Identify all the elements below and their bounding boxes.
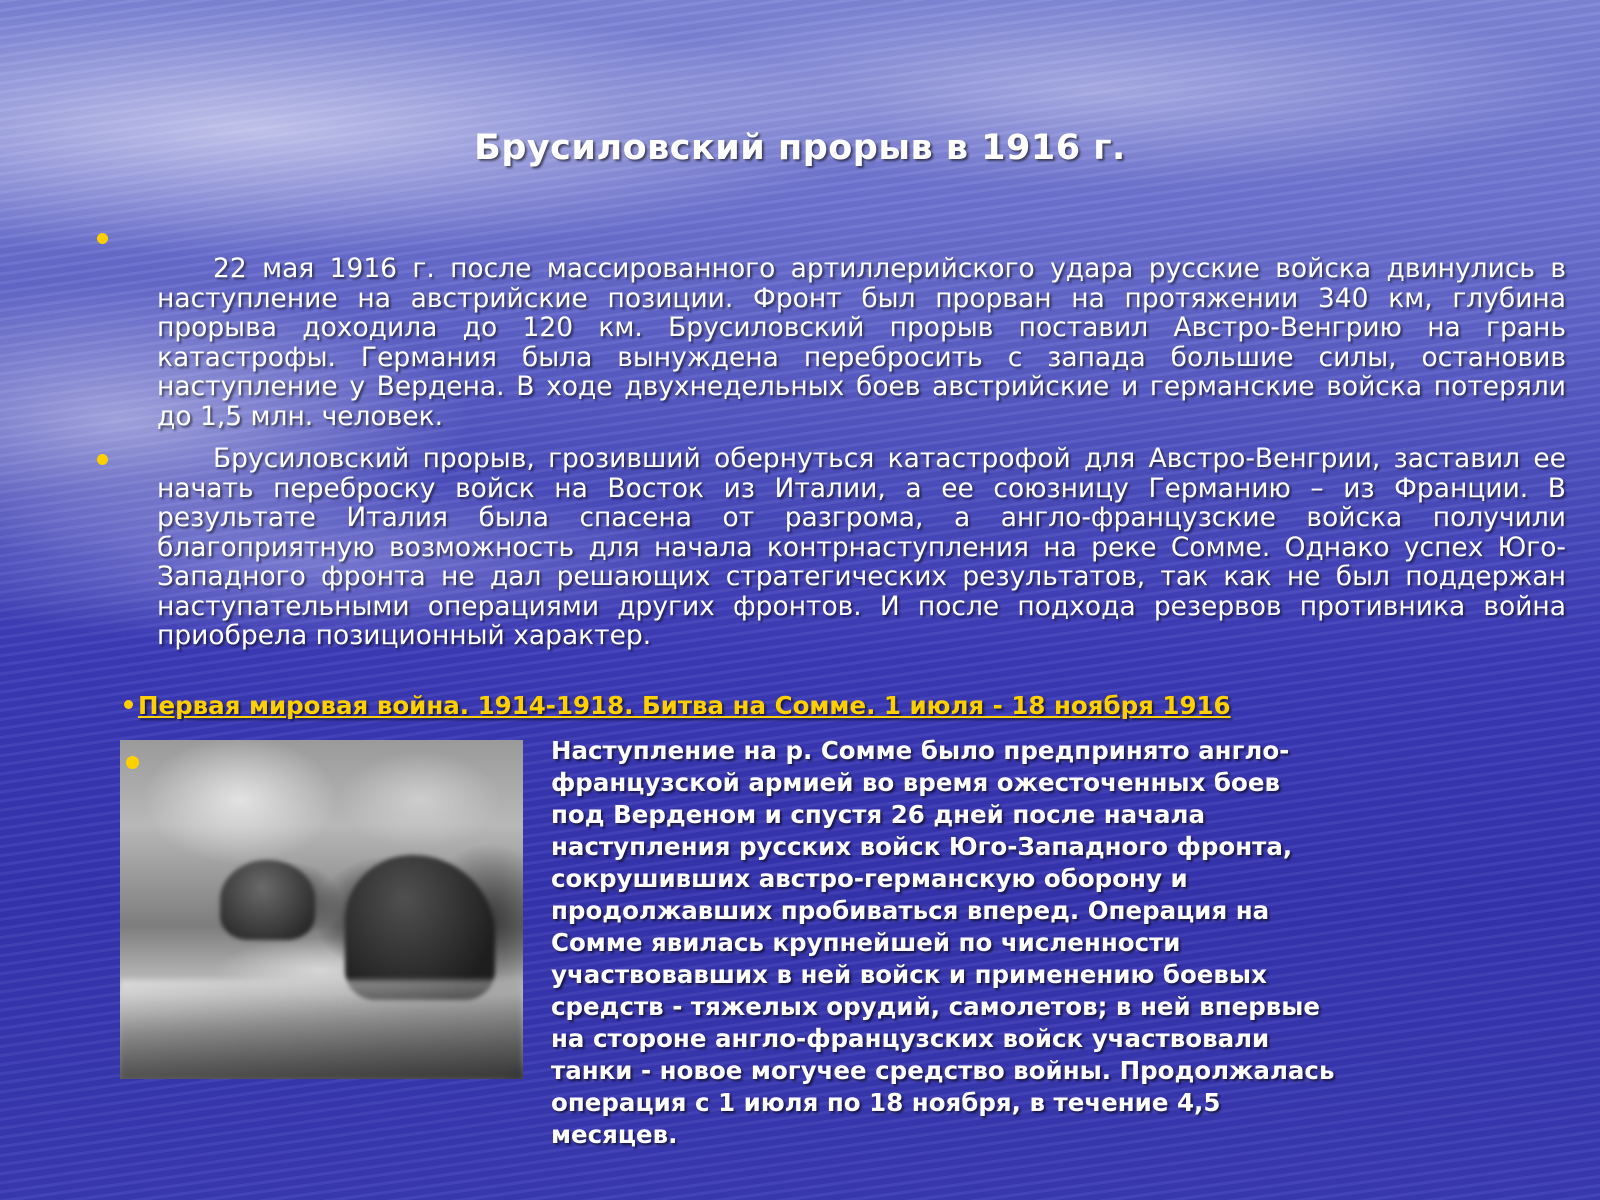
bullet-icon (97, 233, 108, 244)
paragraph-brusilov-offensive: 22 мая 1916 г. после массированного артиллерийского удара русские войска двинулись в наступление на австрийские позиции. Фронт был прорван на протяжении 340 км, глубина прорыва доходила до 120 км. Брусиловский прорыв поставил Австро-Венгрию на грань катастрофы. Германия была вынуждена перебросить с запада большие силы, остановив наступление у Вердена. В ходе двухнедельных боев австрийские и германские войска потеряли до 1,5 млн. человек. (157, 253, 1566, 432)
bullet-icon (97, 454, 108, 465)
battle-photo (120, 740, 523, 1079)
somme-description: Наступление на р. Сомме было предпринято англо-французской армией во время ожесточенных боев под Верденом и спустя 26 дней после начала наступления русских войск Юго-Западного фронта, сокрушивших австро-германскую оборону и продолжавших пробиваться вперед. Операция на Сомме явилась крупнейшей по численности участвовавших в ней войск и применению боевых средств - тяжелых орудий, самолетов; в ней впервые на стороне англо-французских войск участвовали танки - новое могучее средство войны. Продолжалась операция с 1 июля по 18 ноября, в течение 4,5 месяцев. (551, 736, 1335, 1149)
slide-title: Брусиловский прорыв в 1916 г. (474, 128, 1126, 168)
paragraph-consequences: Брусиловский прорыв, грозивший обернуться катастрофой для Австро-Венгрии, заставил ее начать переброску войск на Восток из Италии, а ее союзницу Германию – из Франции. В результате Италия была спасена от разгрома, а англо-французские войска получили благоприятную возможность для начала контрнаступления на реке Сомме. Однако успех Юго-Западного фронта не дал решающих стратегических результатов, так как не был поддержан наступательными операциями других фронтов. И после подхода резервов противника война приобрела позиционный характер. (157, 443, 1566, 651)
photo-tank-small (220, 860, 315, 940)
photo-tank-large (345, 855, 495, 1000)
link-bullet-icon (124, 700, 133, 709)
bullet-icon (126, 756, 139, 769)
photo-ground (120, 980, 523, 1079)
somme-battle-link[interactable]: Первая мировая война. 1914-1918. Битва на Сомме. 1 июля - 18 ноября 1916 (138, 691, 1231, 720)
